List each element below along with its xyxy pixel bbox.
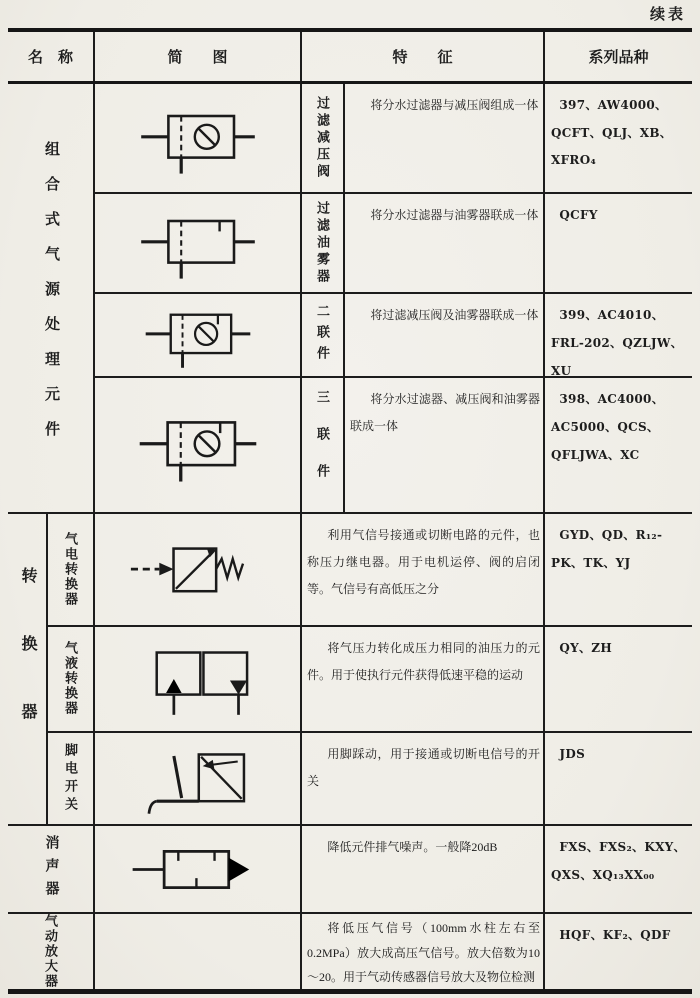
diagram-cell [95, 514, 302, 625]
diagram-cell [95, 378, 302, 512]
group-name-label: 气动放大器 [43, 914, 58, 989]
table-row [48, 514, 692, 627]
diagram-cell-empty [95, 914, 302, 989]
table-row [95, 378, 692, 512]
pneumatic-electric-converter-symbol-icon [123, 532, 273, 607]
group-name-cell [8, 514, 48, 824]
group-name-cell [8, 914, 95, 989]
two-unit-combo-symbol-icon [130, 300, 266, 370]
header-feature: 特 征 [302, 32, 545, 81]
diagram-cell [95, 627, 302, 732]
sub-name-label: 三联件 [315, 389, 330, 501]
sub-name-cell [302, 194, 345, 292]
section-converters [8, 514, 692, 826]
muffler-symbol-icon [123, 838, 273, 901]
group-name-label: 转换器 [19, 567, 36, 771]
header-name: 名 称 [8, 32, 95, 81]
series-cell: 399、AC4010、FRL-202、QZLJW、XU [551, 308, 683, 378]
pneumatic-hydraulic-converter-symbol-icon [124, 640, 272, 718]
sub-name-cell [48, 627, 95, 732]
section-pneumatic-amplifier [8, 914, 692, 989]
series-cell: QY、ZH [559, 640, 613, 655]
feature-cell: 将分水过滤器与减压阀组成一体 [345, 84, 545, 192]
sub-name-label: 脚电开关 [63, 742, 78, 815]
section-combined-air-units [8, 84, 692, 514]
diagram-cell [95, 294, 302, 376]
sub-name-cell [48, 733, 95, 824]
series-cell: HQF、KF₂、QDF [559, 928, 671, 942]
feature-cell: 将分水过滤器与油雾器联成一体 [345, 194, 545, 292]
sub-name-cell [302, 84, 345, 192]
sub-name-label: 过滤油雾器 [315, 200, 330, 286]
feature-cell: 将分水过滤器、减压阀和油雾器联成一体 [345, 378, 545, 512]
section-muffler [8, 826, 692, 914]
diagram-cell [95, 733, 302, 824]
series-cell: 397、AW4000、QCFT、QLJ、XB、XFRO₄ [551, 98, 673, 168]
series-cell: 398、AC4000、AC5000、QCS、QFLJWA、XC [551, 392, 664, 462]
group-name-cell [8, 84, 95, 512]
foot-electric-switch-symbol-icon [124, 742, 272, 816]
sub-name-label: 气电转换器 [63, 531, 78, 607]
filter-regulator-symbol-icon [130, 100, 266, 176]
table-row [95, 84, 692, 194]
header-series: 系列品种 [588, 50, 649, 66]
sub-name-label: 过滤减压阀 [315, 95, 330, 181]
feature-cell: 将低压气信号（100mm水柱左右至0.2MPa）放大成高压气信号。放大倍数为10～20。用于气动传感器信号放大及物位检测 [302, 914, 545, 989]
feature-cell: 利用气信号接通或切断电路的元件，也称压力继电器。用于电机运停、阀的启闭等。气信号有高低压之分 [302, 514, 545, 625]
series-cell: JDS [559, 747, 586, 762]
three-unit-combo-symbol-icon [128, 406, 268, 484]
series-cell: QCFY [559, 208, 598, 223]
table-header-row [8, 32, 692, 84]
group-name-label: 消声器 [43, 834, 59, 904]
table-row [48, 733, 692, 824]
diagram-cell [95, 194, 302, 292]
filter-lubricator-symbol-icon [130, 205, 266, 281]
diagram-cell [95, 826, 302, 912]
series-cell: FXS、FXS₂、KXY、QXS、XQ₁₃XX₀₀ [551, 840, 686, 882]
table-row [95, 294, 692, 378]
feature-cell: 用脚踩动，用于接通或切断电信号的开关 [302, 733, 545, 824]
series-cell: GYD、QD、R₁₂-PK、TK、YJ [551, 528, 663, 570]
feature-cell: 降低元件排气噪声。一般降20dB [302, 826, 545, 912]
sub-name-label: 气液转换器 [63, 641, 78, 717]
continued-label: 续表 [649, 7, 686, 23]
diagram-cell [95, 84, 302, 192]
sub-name-label: 二联件 [315, 303, 330, 367]
table-row [48, 627, 692, 734]
feature-cell: 将气压力转化成压力相同的油压力的元件。用于使执行元件获得低速平稳的运动 [302, 627, 545, 732]
feature-cell: 将过滤减压阀及油雾器联成一体 [345, 294, 545, 376]
components-table [8, 28, 692, 994]
table-row [95, 194, 692, 294]
group-name-cell [8, 826, 95, 912]
header-diagram: 简 图 [95, 32, 302, 81]
sub-name-cell [48, 514, 95, 625]
group-name-label: 组合式气源处理元件 [43, 140, 59, 456]
sub-name-cell [302, 378, 345, 512]
sub-name-cell [302, 294, 345, 376]
